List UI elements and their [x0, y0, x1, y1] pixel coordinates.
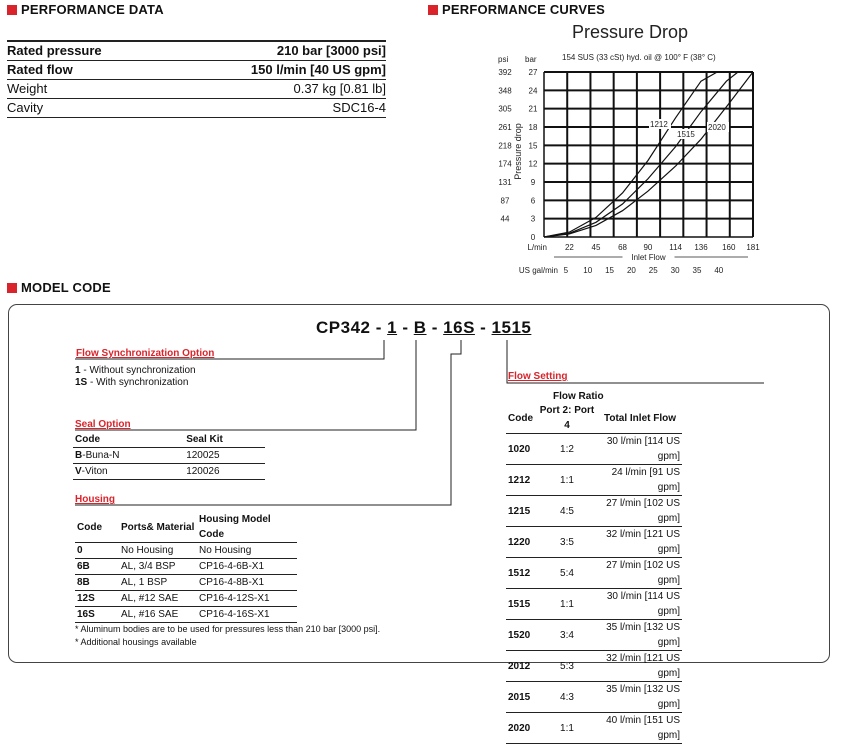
y-tick-psi: 218	[498, 141, 512, 151]
x-tick-lmin: 114	[669, 243, 683, 252]
seal-option-title: Seal Option	[75, 419, 131, 430]
bar-unit-label: bar	[525, 55, 537, 64]
flow-code: 1515	[506, 589, 536, 620]
housing-code: 8B	[75, 575, 119, 591]
y-tick-bar: 18	[528, 123, 538, 132]
model-code-sep: -	[375, 318, 382, 337]
flow-ratio: 3:4	[536, 620, 598, 651]
flow-sync-code: 1	[75, 365, 81, 376]
rated-pressure-value: 210 bar [3000 psi]	[163, 41, 386, 61]
table-row	[75, 591, 297, 607]
model-code-heading-text: MODEL CODE	[21, 280, 111, 295]
x-tick-lmin: 45	[591, 243, 601, 252]
x-tick-lmin: 68	[618, 243, 627, 252]
table-row	[506, 527, 682, 558]
flow-total: 30 l/min [114 US gpm]	[598, 434, 682, 465]
flow-ratio: 4:3	[536, 682, 598, 713]
table-header-row	[506, 403, 682, 434]
model-code-flow: 1515	[491, 318, 532, 337]
x-tick-gpm: 30	[670, 266, 680, 275]
flow-ratio-header: Port 2: Port 4	[536, 403, 598, 434]
x-tick-gpm: 5	[563, 266, 569, 275]
table-row	[506, 713, 682, 744]
model-code-sep: -	[402, 318, 409, 337]
x-tick-lmin: 90	[643, 243, 653, 252]
housing-title: Housing	[75, 494, 115, 505]
y-tick-psi: 87	[500, 196, 510, 206]
x-unit-lmin: L/min	[527, 243, 547, 252]
housing-note-2: * Additional housings available	[75, 637, 197, 647]
x-tick-gpm: 10	[583, 266, 593, 275]
y-tick-bar: 15	[528, 141, 538, 151]
flow-total: 35 l/min [132 US gpm]	[598, 620, 682, 651]
seal-name: -Viton	[81, 466, 108, 477]
flow-sync-text: - With synchronization	[87, 377, 189, 388]
table-row	[506, 589, 682, 620]
seal-code-cell	[73, 448, 146, 464]
flow-ratio: 1:1	[536, 465, 598, 496]
x-unit-gpm: US gal/min	[518, 266, 558, 275]
weight-label: Weight	[7, 80, 163, 99]
housing-model-header: Housing Model Code	[197, 512, 297, 543]
flow-total: 24 l/min [91 US gpm]	[598, 465, 682, 496]
y-tick-bar: 6	[530, 196, 536, 206]
rated-flow-label: Rated flow	[7, 61, 163, 80]
housing-model: CP16-4-6B-X1	[197, 559, 297, 575]
flow-setting-title: Flow Setting	[508, 371, 568, 382]
rated-flow-value: 150 l/min [40 US gpm]	[163, 61, 386, 80]
flow-total-header: Total Inlet Flow	[598, 403, 682, 434]
flow-sync-code: 1S	[75, 377, 88, 388]
housing-ports: AL, 3/4 BSP	[119, 559, 197, 575]
y-tick-bar: 0	[530, 233, 536, 242]
flow-total: 35 l/min [132 US gpm]	[598, 682, 682, 713]
flow-total: 30 l/min [114 US gpm]	[598, 589, 682, 620]
series-label-1212: 1212	[650, 120, 668, 129]
table-row	[506, 651, 682, 682]
flow-total: 32 l/min [121 US gpm]	[598, 651, 682, 682]
flow-ratio: 4:5	[536, 496, 598, 527]
housing-table	[75, 512, 297, 623]
psi-unit-label: psi	[498, 55, 509, 64]
seal-name: -Buna-N	[82, 450, 120, 461]
flow-ratio: 5:3	[536, 651, 598, 682]
flow-setting-rows	[506, 434, 682, 744]
seal-code-cell	[73, 464, 146, 480]
flow-code: 2012	[506, 651, 536, 682]
housing-model: No Housing	[197, 543, 297, 559]
x-tick-lmin: 136	[694, 243, 708, 252]
seal-code: B	[75, 450, 83, 461]
flow-ratio: 1:1	[536, 713, 598, 744]
flow-code: 1512	[506, 558, 536, 589]
x-tick-gpm: 35	[692, 266, 702, 275]
flow-total: 32 l/min [121 US gpm]	[598, 527, 682, 558]
flow-code: 1520	[506, 620, 536, 651]
table-row	[506, 620, 682, 651]
flow-total: 27 l/min [102 US gpm]	[598, 496, 682, 527]
table-row	[506, 682, 682, 713]
y-tick-psi: 174	[498, 159, 512, 169]
y-tick-psi: 44	[500, 214, 510, 224]
performance-data-heading-text: PERFORMANCE DATA	[21, 2, 164, 17]
y-tick-psi: 131	[498, 178, 512, 187]
seal-option-table	[73, 432, 265, 480]
flow-sync-option-1s	[75, 377, 188, 388]
y-tick-bar: 3	[530, 214, 536, 224]
flow-total: 40 l/min [151 US gpm]	[598, 713, 682, 744]
flow-code: 2020	[506, 713, 536, 744]
table-row	[75, 559, 297, 575]
x-tick-gpm: 15	[605, 266, 615, 275]
housing-code: 12S	[75, 591, 119, 607]
flow-ratio: 5:4	[536, 558, 598, 589]
housing-code-header: Code	[75, 512, 119, 543]
y-tick-psi: 348	[498, 86, 512, 96]
housing-ports: AL, #12 SAE	[119, 591, 197, 607]
seal-code-header: Code	[73, 432, 146, 448]
x-tick-gpm: 25	[648, 266, 658, 275]
housing-model: CP16-4-8B-X1	[197, 575, 297, 591]
model-code-sync: 1	[387, 318, 398, 337]
y-axis-label: Pressure drop	[513, 123, 523, 180]
flow-ratio: 1:2	[536, 434, 598, 465]
flow-ratio: 3:5	[536, 527, 598, 558]
housing-ports: AL, #16 SAE	[119, 607, 197, 623]
model-code-housing: 16S	[443, 318, 475, 337]
cavity-label: Cavity	[7, 99, 163, 118]
rated-pressure-label: Rated pressure	[7, 41, 163, 61]
flow-code: 2015	[506, 682, 536, 713]
table-row	[75, 575, 297, 591]
table-header-row	[73, 432, 265, 448]
table-row	[75, 607, 297, 623]
housing-model: CP16-4-12S-X1	[197, 591, 297, 607]
x-axis-label: Inlet Flow	[631, 253, 666, 262]
table-row	[506, 434, 682, 465]
chart-title: Pressure Drop	[572, 22, 689, 42]
flow-setting-table	[506, 403, 682, 744]
table-row	[506, 558, 682, 589]
flow-code: 1020	[506, 434, 536, 465]
flow-sync-text: - Without synchronization	[80, 365, 196, 376]
housing-ports: AL, 1 BSP	[119, 575, 197, 591]
housing-model: CP16-4-16S-X1	[197, 607, 297, 623]
flow-code: 1215	[506, 496, 536, 527]
y-tick-psi: 261	[498, 123, 512, 132]
table-row	[75, 543, 297, 559]
housing-ports-header: Ports& Material	[119, 512, 197, 543]
seal-code: V	[75, 466, 82, 477]
y-tick-psi: 305	[498, 104, 512, 114]
housing-code: 16S	[75, 607, 119, 623]
table-row	[73, 464, 265, 480]
y-tick-bar: 24	[528, 86, 538, 96]
y-tick-bar: 9	[530, 178, 536, 187]
seal-kit-cell: 120025	[146, 448, 265, 464]
performance-curves-heading-text: PERFORMANCE CURVES	[442, 2, 605, 17]
housing-code: 0	[75, 543, 119, 559]
x-tick-lmin: 181	[746, 243, 760, 252]
housing-ports: No Housing	[119, 543, 197, 559]
housing-note-1: * Aluminum bodies are to be used for pressures less than 210 bar [3000 psi].	[75, 624, 381, 634]
table-row	[73, 448, 265, 464]
model-code-base: CP342	[316, 318, 371, 337]
flow-ratio: 1:1	[536, 589, 598, 620]
series-label-1515: 1515	[677, 130, 695, 139]
model-code-sep: -	[480, 318, 487, 337]
table-row	[506, 496, 682, 527]
x-tick-lmin: 160	[722, 243, 736, 252]
y-tick-bar: 27	[528, 68, 538, 77]
flow-sync-title: Flow Synchronization Option	[76, 348, 215, 359]
housing-code: 6B	[75, 559, 119, 575]
flow-sync-option-1	[75, 365, 196, 376]
y-tick-bar: 21	[528, 104, 538, 114]
chart-subtitle: 154 SUS (33 cSt) hyd. oil @ 100° F (38° C)	[562, 53, 716, 62]
model-code-sep: -	[431, 318, 438, 337]
table-header-row	[75, 512, 297, 543]
series-label-2020: 2020	[708, 123, 726, 132]
y-tick-bar: 12	[528, 159, 538, 169]
model-code-seal: B	[413, 318, 427, 337]
flow-code: 1220	[506, 527, 536, 558]
table-row	[506, 465, 682, 496]
weight-value: 0.37 kg [0.81 lb]	[163, 80, 386, 99]
x-tick-gpm: 40	[714, 266, 724, 275]
x-tick-lmin: 22	[564, 243, 574, 252]
y-tick-psi: 392	[498, 68, 512, 77]
flow-code-header: Code	[506, 403, 536, 434]
flow-ratio-group-header: Flow Ratio	[553, 391, 604, 402]
cavity-value: SDC16-4	[163, 99, 386, 118]
flow-total: 27 l/min [102 US gpm]	[598, 558, 682, 589]
x-tick-gpm: 20	[626, 266, 636, 275]
seal-kit-header: Seal Kit	[146, 432, 265, 448]
flow-code: 1212	[506, 465, 536, 496]
seal-kit-cell: 120026	[146, 464, 265, 480]
